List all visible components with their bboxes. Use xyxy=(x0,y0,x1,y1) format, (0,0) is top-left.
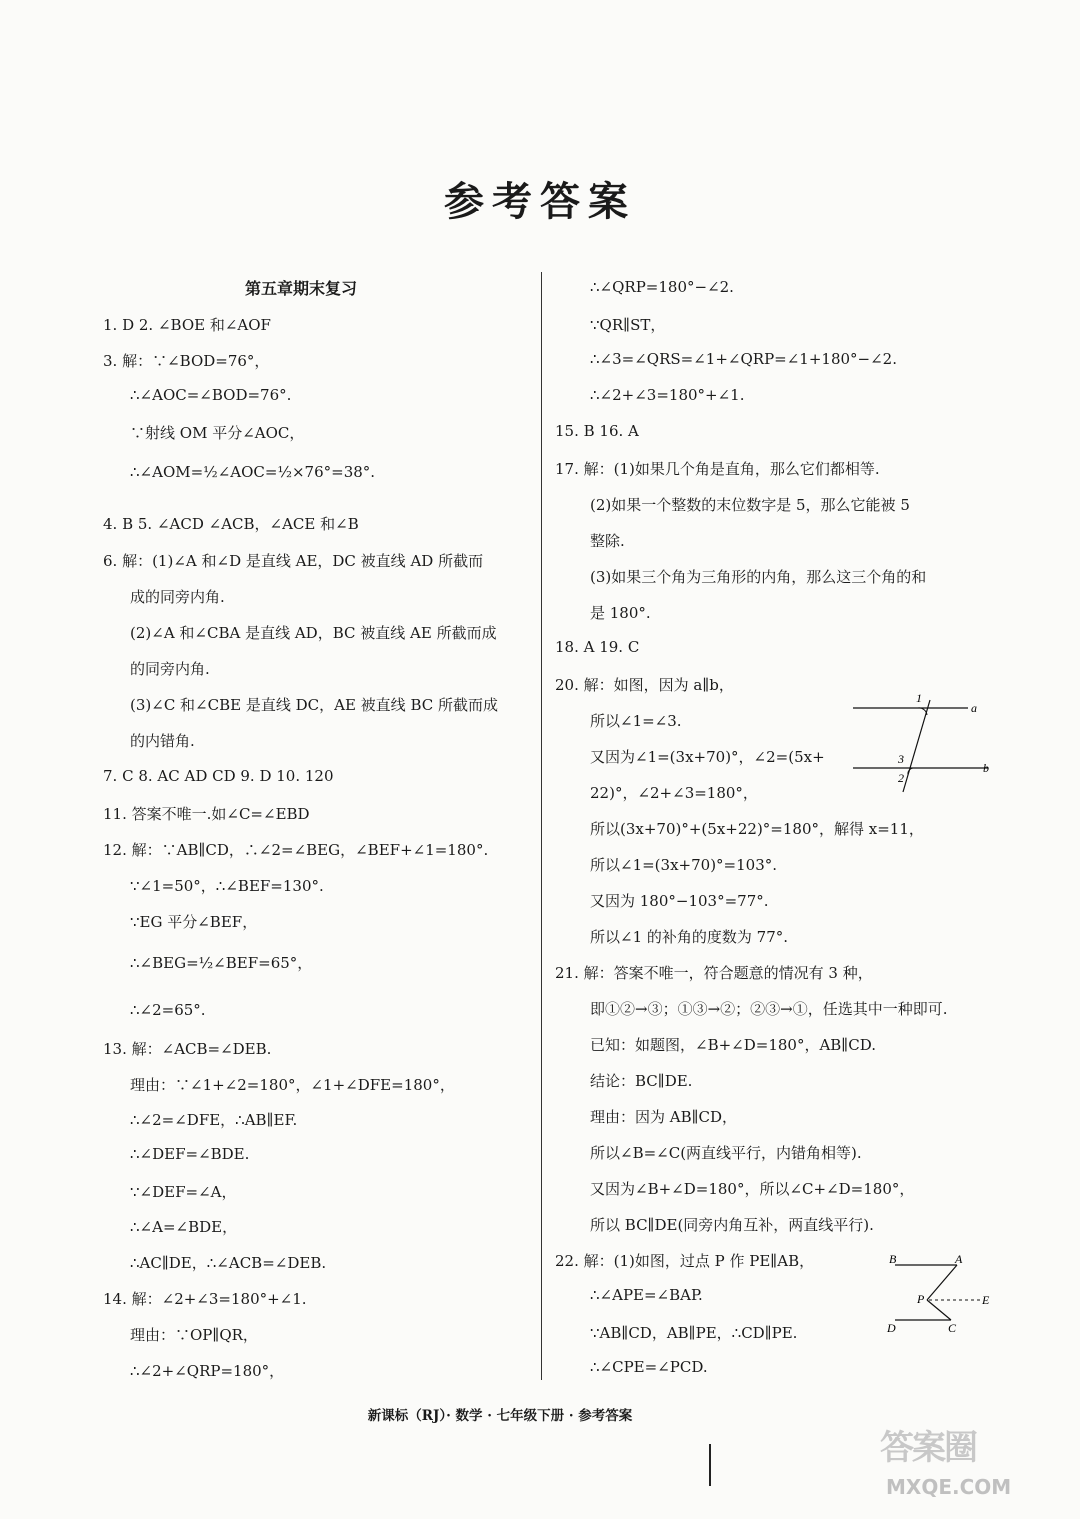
column-divider xyxy=(541,272,542,1380)
answer-line: ∵QR∥ST， xyxy=(590,316,666,334)
label-C: C xyxy=(948,1321,957,1335)
answer-line: 理由：∵OP∥QR， xyxy=(130,1326,258,1344)
answer-line: 22)°，∠2+∠3=180°， xyxy=(590,784,758,802)
answer-line: 15. B 16. A xyxy=(555,422,639,440)
answer-line: 又因为 180°−103°=77°. xyxy=(590,892,769,910)
answer-line: 13. 解：∠ACB=∠DEB. xyxy=(103,1040,272,1058)
answer-line: (3)如果三个角为三角形的内角，那么这三个角的和 xyxy=(590,568,927,586)
answer-line: 21. 解：答案不唯一，符合题意的情况有 3 种， xyxy=(555,964,873,982)
figure-parallel-lines xyxy=(848,691,989,800)
answer-line: (2)如果一个整数的末位数字是 5，那么它能被 5 xyxy=(590,496,910,514)
answer-line: 14. 解：∠2+∠3=180°+∠1. xyxy=(103,1290,307,1308)
answer-line: 的内错角. xyxy=(130,732,195,750)
answer-line: 12. 解：∵AB∥CD，∴∠2=∠BEG，∠BEF+∠1=180°. xyxy=(103,841,489,859)
answer-line: 11. 答案不唯一.如∠C=∠EBD xyxy=(103,805,310,823)
answer-line: 17. 解：(1)如果几个角是直角，那么它们都相等. xyxy=(555,460,880,478)
answer-line: ∴∠2=∠DFE，∴AB∥EF. xyxy=(130,1111,298,1129)
answer-line: ∵射线 OM 平分∠AOC， xyxy=(130,424,305,442)
transversal xyxy=(903,700,930,792)
answer-line: ∵AB∥CD，AB∥PE，∴CD∥PE. xyxy=(590,1324,798,1342)
answer-line: 20. 解：如图，因为 a∥b， xyxy=(555,676,734,694)
label-P: P xyxy=(917,1292,925,1306)
answer-line: ∴∠AOC=∠BOD=76°. xyxy=(130,386,292,404)
answer-line: 的同旁内角. xyxy=(130,660,210,678)
answer-line: ∴∠QRP=180°−∠2. xyxy=(590,278,734,296)
answer-line: 所以∠B=∠C(两直线平行，内错角相等). xyxy=(590,1144,862,1162)
answer-line: 18. A 19. C xyxy=(555,638,640,656)
label-A: A xyxy=(955,1252,963,1266)
answer-line: 结论：BC∥DE. xyxy=(590,1072,693,1090)
answer-line: 所以 BC∥DE(同旁内角互补，两直线平行). xyxy=(590,1216,874,1234)
answer-line: ∴AC∥DE，∴∠ACB=∠DEB. xyxy=(130,1254,327,1272)
answer-line: 7. C 8. AC AD CD 9. D 10. 120 xyxy=(103,767,334,785)
answer-line: 又因为∠1=(3x+70)°，∠2=(5x+ xyxy=(590,748,825,766)
answer-line: ∴∠A=∠BDE， xyxy=(130,1218,238,1236)
page-footer: 新课标（RJ）· 数学 · 七年级下册 · 参考答案 xyxy=(367,1408,633,1424)
answer-line: 所以(3x+70)°+(5x+22)°=180°，解得 x=11， xyxy=(590,820,924,838)
answer-line: ∴∠DEF=∠BDE. xyxy=(130,1145,250,1163)
answer-line: (2)∠A 和∠CBA 是直线 AD，BC 被直线 AE 所截而成 xyxy=(130,624,497,642)
answer-line: 6. 解：(1)∠A 和∠D 是直线 AE，DC 被直线 AD 所截而 xyxy=(103,552,484,570)
label-1: 1 xyxy=(916,691,922,705)
answer-line: ∵∠1=50°，∴∠BEF=130°. xyxy=(130,877,324,895)
answer-line: ∴∠CPE=∠PCD. xyxy=(590,1358,708,1376)
segment-pc xyxy=(927,1300,951,1320)
figure-zigzag xyxy=(885,1250,1000,1340)
answer-line: 22. 解：(1)如图，过点 P 作 PE∥AB， xyxy=(555,1252,815,1270)
answer-line: 成的同旁内角. xyxy=(130,588,225,606)
answer-line: ∴∠AOM=½∠AOC=½×76°=38°. xyxy=(130,463,376,481)
answer-line: 所以∠1=(3x+70)°=103°. xyxy=(590,856,778,874)
answer-line: 即①②→③；①③→②；②③→①，任选其中一种即可. xyxy=(590,1000,948,1018)
answer-line: 是 180°. xyxy=(590,604,651,622)
answer-line: 理由：因为 AB∥CD， xyxy=(590,1108,738,1126)
answer-line: 已知：如题图，∠B+∠D=180°，AB∥CD. xyxy=(590,1036,876,1054)
page-mark xyxy=(709,1444,711,1486)
answer-line: 又因为∠B+∠D=180°，所以∠C+∠D=180°， xyxy=(590,1180,915,1198)
answer-line: ∴∠3=∠QRS=∠1+∠QRP=∠1+180°−∠2. xyxy=(590,350,897,368)
answer-line: ∴∠2=65°. xyxy=(130,1001,206,1019)
answer-line: (3)∠C 和∠CBE 是直线 DC，AE 被直线 BC 所截而成 xyxy=(130,696,498,714)
answer-line: ∵∠DEF=∠A， xyxy=(130,1183,237,1201)
answer-line: 所以∠1 的补角的度数为 77°. xyxy=(590,928,789,946)
answer-line: ∴∠APE=∠BAP. xyxy=(590,1286,703,1304)
answer-line: 3. 解：∵∠BOD=76°， xyxy=(103,352,270,370)
watermark-url: MXQE.COM xyxy=(886,1475,1012,1499)
segment-ap xyxy=(927,1265,957,1300)
answer-line: ∵EG 平分∠BEF， xyxy=(130,913,258,931)
label-3: 3 xyxy=(898,752,904,766)
answer-line: ∴∠2+∠QRP=180°， xyxy=(130,1362,285,1380)
answer-line: 所以∠1=∠3. xyxy=(590,712,682,730)
label-D: D xyxy=(887,1321,896,1335)
section-title: 第五章期末复习 xyxy=(245,279,358,298)
answer-line: 1. D 2. ∠BOE 和∠AOF xyxy=(103,316,271,334)
answer-line: 4. B 5. ∠ACD ∠ACB，∠ACE 和∠B xyxy=(103,515,359,533)
answer-line: 理由：∵∠1+∠2=180°，∠1+∠DFE=180°， xyxy=(130,1076,455,1094)
label-B: B xyxy=(889,1252,897,1266)
label-b: b xyxy=(983,761,989,775)
page-title: 参考答案 xyxy=(444,178,636,225)
watermark-logo xyxy=(880,1420,1012,1515)
answer-line: 整除. xyxy=(590,532,625,550)
answer-line: ∴∠2+∠3=180°+∠1. xyxy=(590,386,745,404)
label-2: 2 xyxy=(898,771,904,785)
watermark-text: 答案圈 xyxy=(880,1428,976,1468)
label-E: E xyxy=(982,1293,990,1307)
label-a: a xyxy=(971,701,977,715)
answer-line: ∴∠BEG=½∠BEF=65°， xyxy=(130,954,313,972)
